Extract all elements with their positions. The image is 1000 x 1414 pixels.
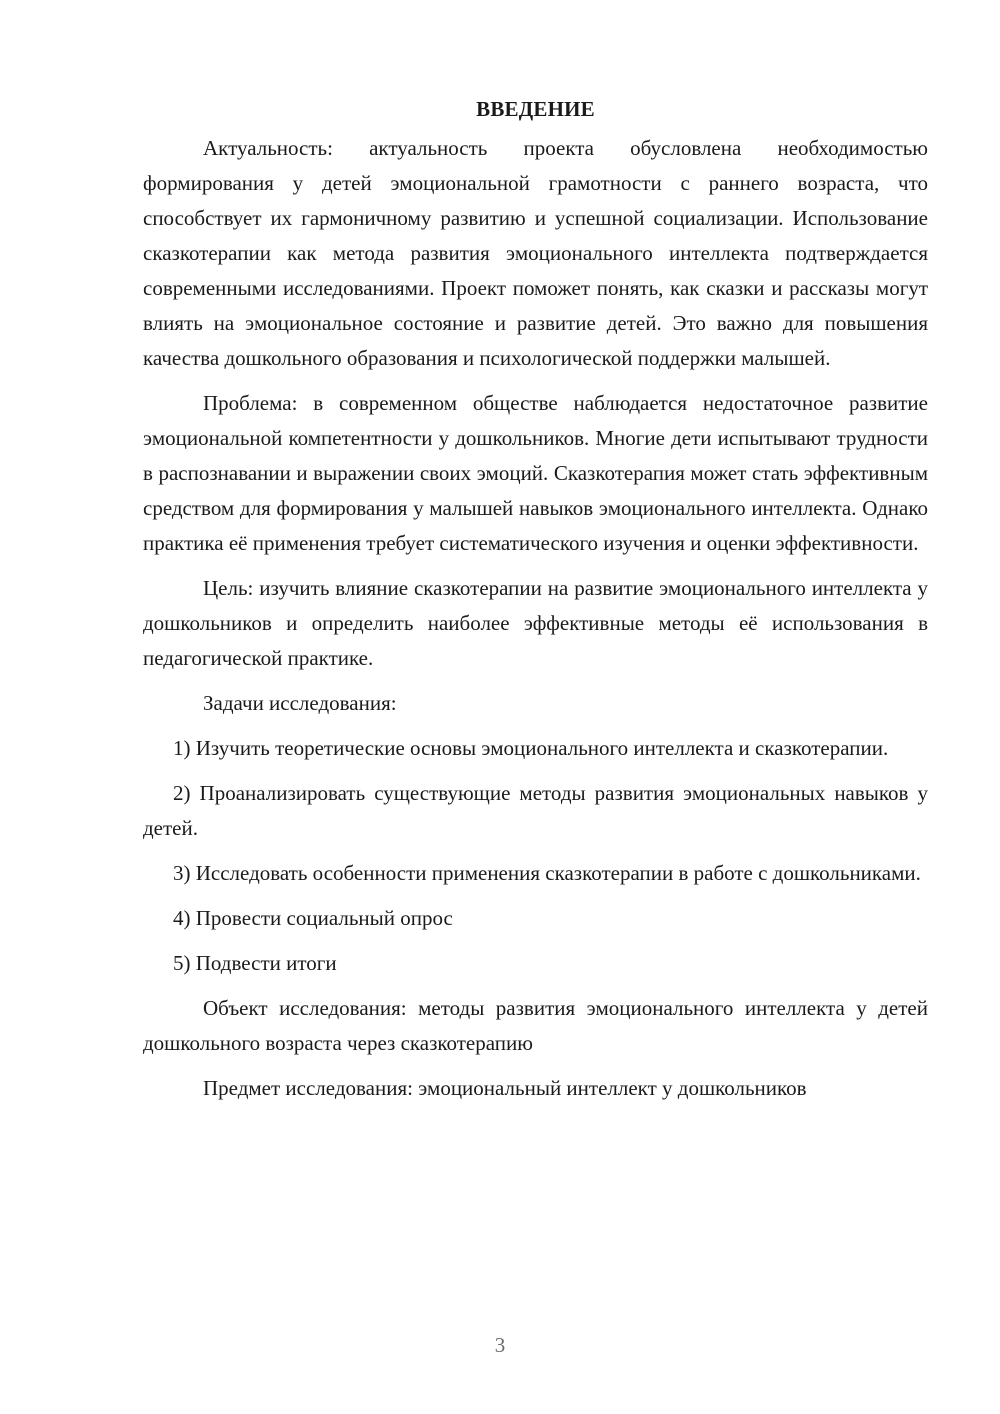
document-title: ВВЕДЕНИЕ [476, 97, 595, 121]
paragraph-object: Объект исследования: методы развития эмоционального интеллекта у детей дошкольного возраста через сказкотерапию [143, 996, 928, 1055]
paragraph-goal: Цель: изучить влияние сказкотерапии на развитие эмоционального интеллекта у дошкольников и определить наиболее эффективные методы её использования в педагогической практике. [143, 576, 928, 670]
document-page [143, 92, 928, 1116]
paragraph-relevance: Актуальность: актуальность проекта обусловлена необходимостью формирования у детей эмоциональной грамотности с раннего возраста, что способствует их гармоничному развитию и успешной социализации. Использование сказкотерапии как метода развития эмоционального интеллекта подтверждается современными исследованиями. Проект поможет понять, как сказки и рассказы могут влиять на эмоциональное состояние и развитие детей. Это важно для повышения качества дошкольного образования и психологической поддержки малышей. [143, 136, 928, 370]
paragraph-subject: Предмет исследования: эмоциональный интеллект у дошкольников [203, 1076, 807, 1100]
tasks-heading: Задачи исследования: [203, 691, 397, 715]
page-number: 3 [494, 1333, 506, 1357]
paragraph-problem: Проблема: в современном обществе наблюдается недостаточное развитие эмоциональной компетентности у дошкольников. Многие дети испытывают трудности в распознавании и выражении своих эмоций. Сказкотерапия может стать эффективным средством для формирования у малышей навыков эмоционального интеллекта. Однако практика её применения требует систематического изучения и оценки эффективности. [143, 391, 928, 555]
task-item-2: 2) Проанализировать существующие методы развития эмоциональных навыков у детей. [143, 781, 928, 840]
task-item-1: 1) Изучить теоретические основы эмоционального интеллекта и сказкотерапии. [173, 736, 889, 760]
task-item-3: 3) Исследовать особенности применения сказкотерапии в работе с дошкольниками. [173, 861, 921, 885]
task-item-4: 4) Провести социальный опрос [173, 906, 453, 930]
task-item-5: 5) Подвести итоги [173, 951, 337, 975]
